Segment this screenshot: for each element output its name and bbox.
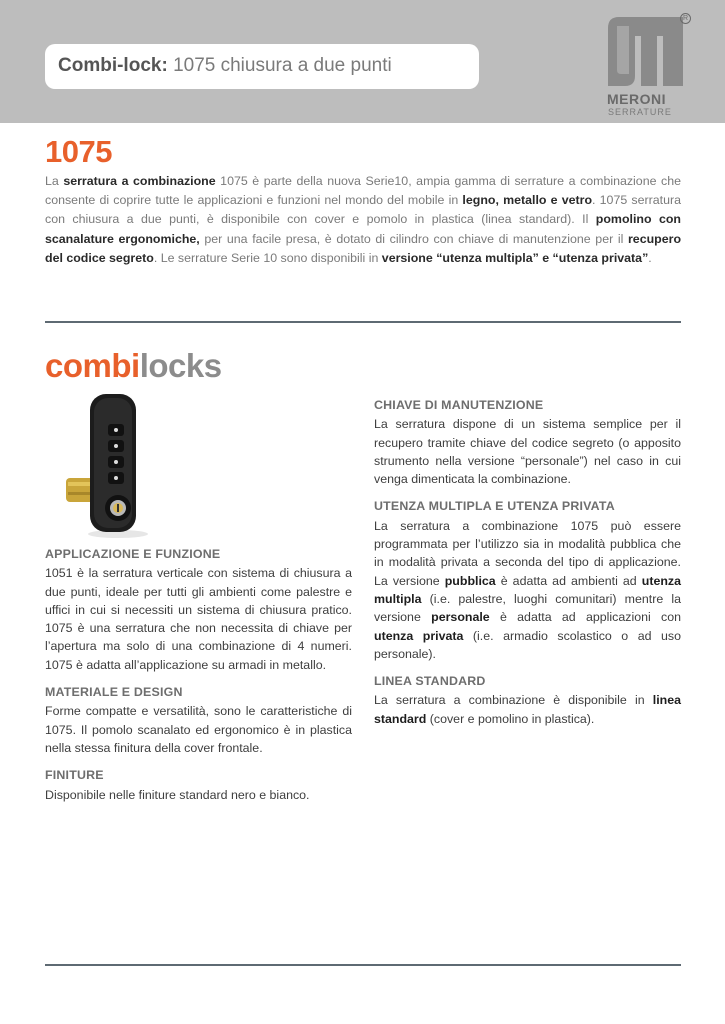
section-text: Disponibile nelle finiture standard nero e bianco.	[45, 787, 310, 802]
text-run: (i.e. palestre, luoghi comunitari) mentre la versione	[374, 591, 681, 625]
intro-text: per una facile presa, è dotato di cilindro con chiave di manutenzione per il	[199, 231, 628, 246]
bold-run: utenza privata	[374, 628, 464, 643]
text-run: (cover e pomolino in plastica).	[426, 711, 595, 726]
text-run: La serratura a combinazione 1075 può essere programmata per l’utilizzo sia in modalità pubblica che in modalità privata a seconda del tipo di applicazione. La versione	[374, 518, 681, 588]
brand-part-combi: combi	[45, 347, 140, 384]
section-text: Forme compatte e versatilità, sono le caratteristiche di 1075. Il pomolo scanalato ed ergonomico è in plastica nella stessa finitura della cover frontale.	[45, 704, 352, 755]
section-text: 1051 è la serratura verticale con sistema di chiusura a due punti, ideale per tutti gli ambienti come palestre e uffici in cui si necessiti un sistema di chiusura pratico. 1075 è una serratura che non necessita di chiave per l’apertura ma solo di una combinazione di 4 numeri. 1075 è adatta all’applicazione su armadi in metallo.	[45, 566, 352, 672]
section-utenza	[374, 497, 681, 663]
title-bold: Combi-lock:	[58, 55, 168, 76]
intro-text: .	[648, 250, 652, 265]
registered-mark: R	[680, 13, 691, 24]
section-applicazione	[45, 545, 352, 674]
intro-bold: versione “utenza multipla” e “utenza privata”	[381, 250, 649, 265]
section-heading: LINEA STANDARD	[374, 674, 486, 689]
intro-bold: serratura a combinazione	[63, 174, 216, 188]
text-run: è adatta ad ambienti ad	[495, 573, 642, 588]
right-column	[374, 396, 681, 737]
intro-bold: recupero del codice segreto	[45, 231, 682, 265]
intro-text: . 1075 serratura con chiusura a due punti, è disponibile con cover e pomolo in plastica (linea standard). Il	[45, 193, 681, 227]
section-finiture	[45, 766, 352, 804]
section-text: La serratura dispone di un sistema semplice per il recupero tramite chiave del codice segreto (o apposito strumento nella versione “personale”) nel caso in cui venga dimenticata la combinazione.	[374, 417, 681, 487]
intro-paragraph	[45, 172, 681, 268]
intro-bold: pomolino con scanalature ergonomiche,	[45, 212, 682, 246]
divider-top	[45, 321, 681, 323]
bold-run: personale	[431, 610, 490, 625]
section-chiave	[374, 396, 681, 488]
combination-lock-image	[62, 392, 170, 540]
brand-part-locks: locks	[139, 347, 222, 384]
section-heading: UTENZA MULTIPLA E UTENZA PRIVATA	[374, 499, 615, 514]
title-light: 1075 chiusura a due punti	[173, 55, 392, 76]
logo-name: MERONI	[607, 91, 666, 107]
section-materiale	[45, 683, 352, 757]
model-number: 1075	[45, 134, 112, 169]
text-run: (i.e. armadio scolastico o ad uso personale).	[374, 628, 681, 661]
section-linea	[374, 672, 681, 728]
section-heading: APPLICAZIONE E FUNZIONE	[45, 547, 221, 561]
intro-text: . Le serrature Serie 10 sono disponibili in	[153, 250, 382, 265]
bold-run: linea standard	[374, 693, 681, 726]
logo-subtitle: SERRATURE	[608, 107, 672, 117]
brand-title	[45, 347, 222, 385]
intro-text: 1075 è parte della nuova Serie10, ampia gamma di serrature a combinazione che consente di coprire tutte le applicazioni e funzioni nel mondo del mobile in	[45, 174, 681, 208]
section-text	[374, 517, 681, 663]
intro-text: La	[45, 174, 64, 188]
text-run: La serratura a combinazione è disponibile in	[374, 693, 653, 708]
bold-run: utenza multipla	[374, 573, 681, 606]
intro-bold: legno, metallo e vetro	[462, 193, 593, 208]
left-column	[45, 545, 352, 813]
section-heading: CHIAVE DI MANUTENZIONE	[374, 398, 544, 412]
bold-run: pubblica	[444, 573, 496, 588]
section-text	[374, 691, 681, 728]
divider-bottom	[45, 964, 681, 966]
section-heading: MATERIALE E DESIGN	[45, 685, 183, 700]
text-run: è adatta ad applicazioni con	[489, 610, 682, 625]
section-heading: FINITURE	[45, 768, 104, 783]
page-title	[45, 44, 479, 89]
